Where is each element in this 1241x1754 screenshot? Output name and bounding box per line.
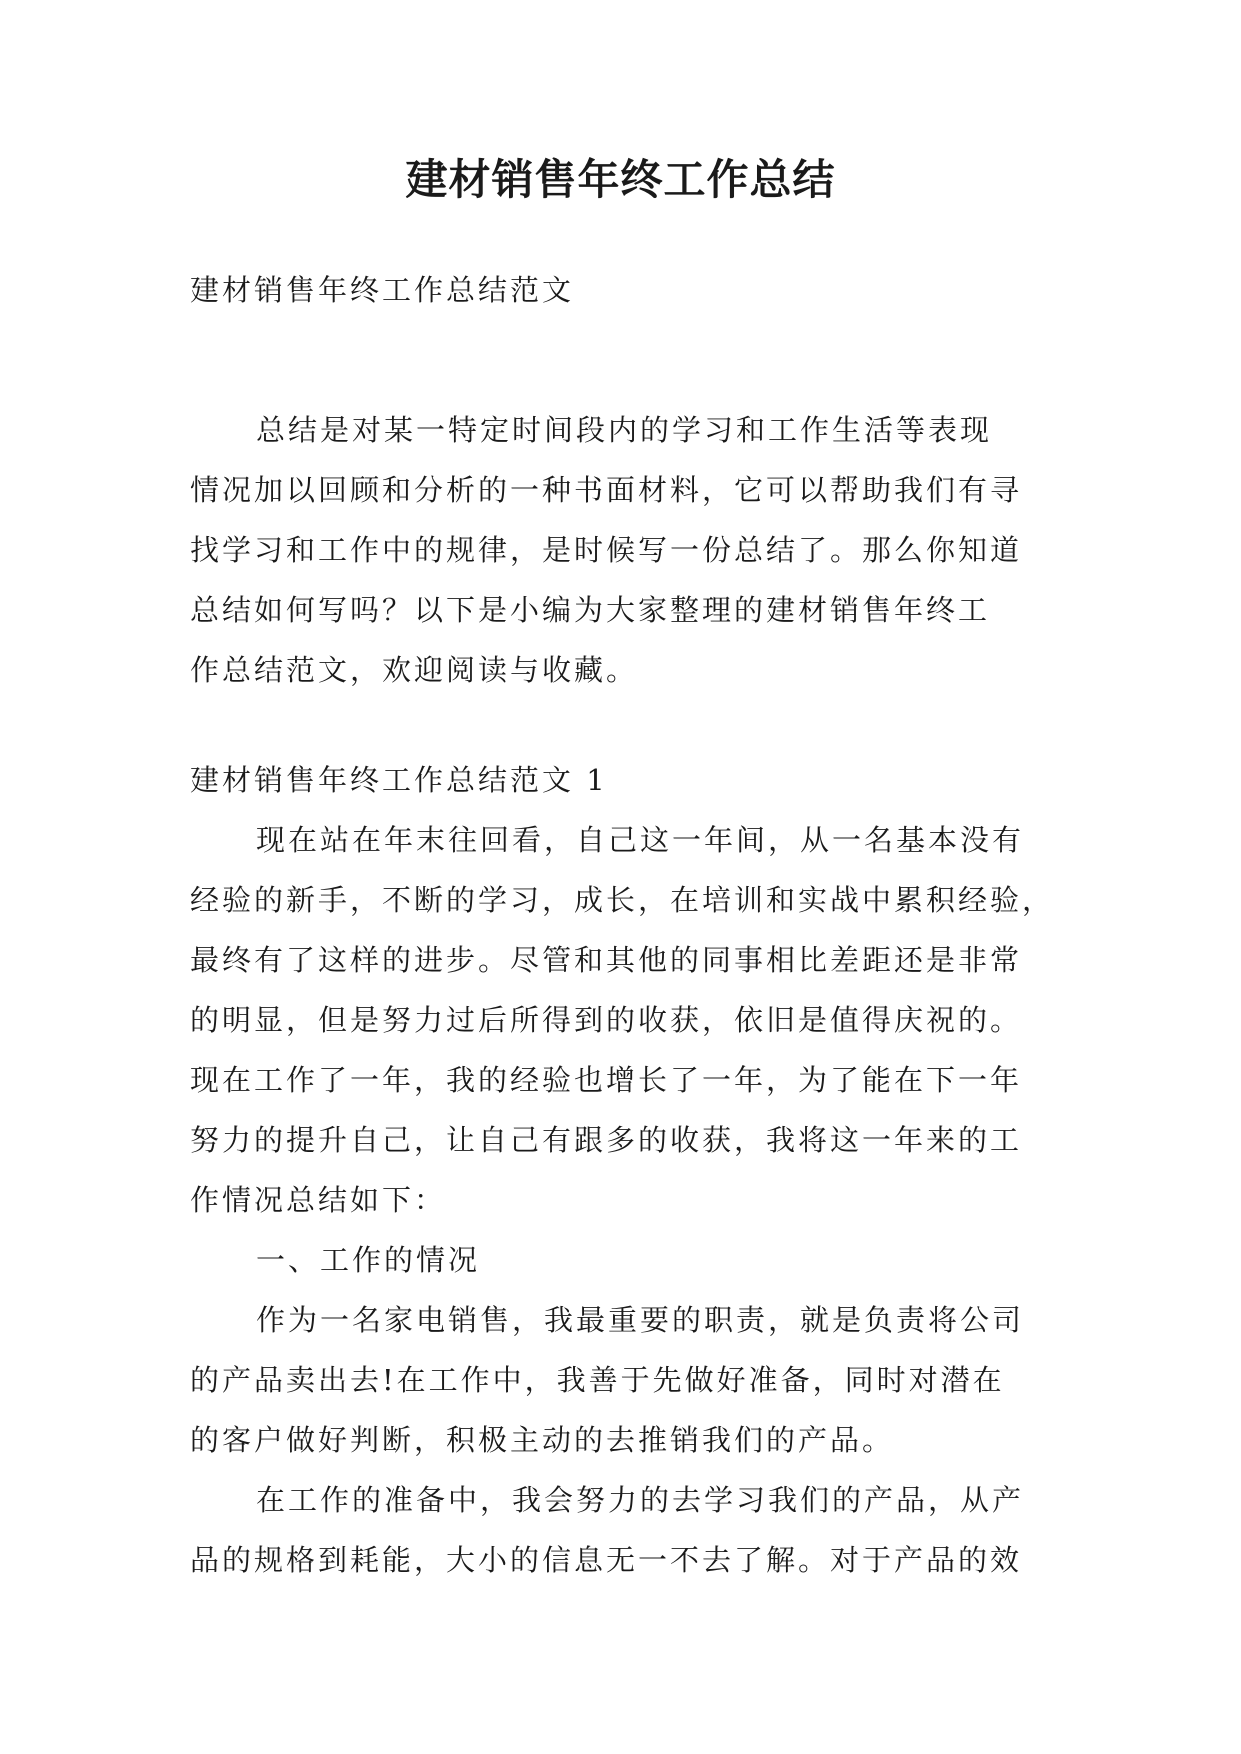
intro-line: 总结如何写吗？以下是小编为大家整理的建材销售年终工 bbox=[190, 593, 991, 627]
section-content bbox=[190, 810, 1070, 1590]
content-line: 最终有了这样的进步。尽管和其他的同事相比差距还是非常 bbox=[190, 943, 1023, 977]
content-line: 现在工作了一年，我的经验也增长了一年，为了能在下一年 bbox=[190, 1063, 1023, 1097]
section-heading: 建材销售年终工作总结范文 1 bbox=[190, 763, 608, 797]
content-line: 在工作的准备中，我会努力的去学习我们的产品，从产 bbox=[256, 1483, 1025, 1517]
content-line: 经验的新手，不断的学习，成长，在培训和实战中累积经验， bbox=[190, 883, 1055, 917]
intro-paragraph bbox=[190, 400, 1070, 700]
content-line: 作情况总结如下： bbox=[190, 1183, 447, 1217]
subsection-heading: 一、工作的情况 bbox=[256, 1243, 481, 1277]
content-line: 品的规格到耗能，大小的信息无一不去了解。对于产品的效 bbox=[190, 1543, 1023, 1577]
intro-line: 情况加以回顾和分析的一种书面材料，它可以帮助我们有寻 bbox=[190, 473, 1023, 507]
document-title: 建材销售年终工作总结 bbox=[405, 155, 836, 204]
content-line: 现在站在年末往回看，自己这一年间，从一名基本没有 bbox=[256, 823, 1025, 857]
intro-line: 作总结范文，欢迎阅读与收藏。 bbox=[190, 653, 639, 687]
intro-line: 总结是对某一特定时间段内的学习和工作生活等表现 bbox=[256, 413, 993, 447]
content-line: 作为一名家电销售，我最重要的职责，就是负责将公司 bbox=[256, 1303, 1025, 1337]
content-line: 的产品卖出去!在工作中，我善于先做好准备，同时对潜在 bbox=[190, 1363, 1005, 1397]
document-subtitle: 建材销售年终工作总结范文 bbox=[190, 273, 575, 307]
content-line: 的客户做好判断，积极主动的去推销我们的产品。 bbox=[190, 1423, 895, 1457]
intro-line: 找学习和工作中的规律，是时候写一份总结了。那么你知道 bbox=[190, 533, 1023, 567]
content-line: 努力的提升自己，让自己有跟多的收获，我将这一年来的工 bbox=[190, 1123, 1023, 1157]
content-line: 的明显，但是努力过后所得到的收获，依旧是值得庆祝的。 bbox=[190, 1003, 1023, 1037]
